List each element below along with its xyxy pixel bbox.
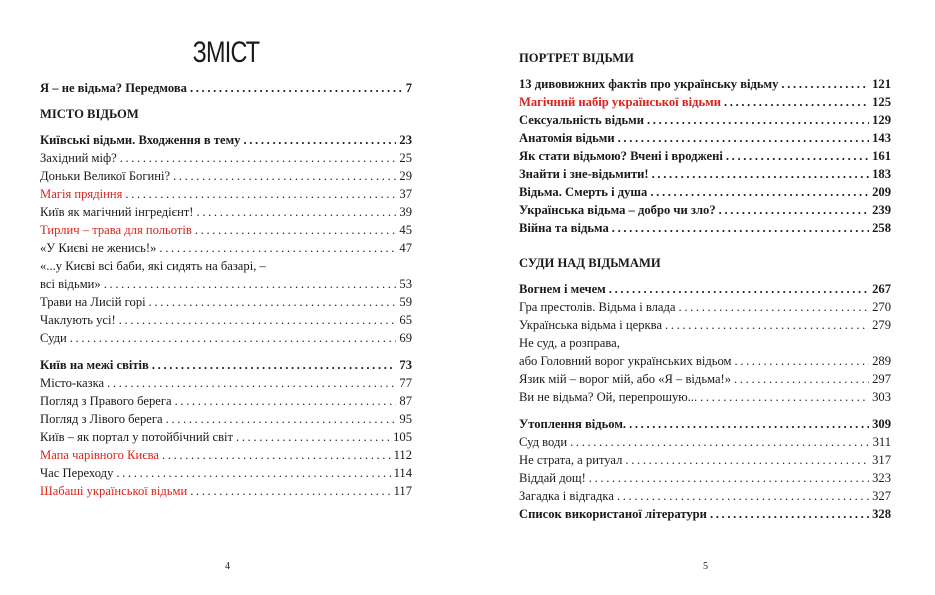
- dot-leader: [609, 280, 869, 298]
- dot-leader: [152, 356, 397, 374]
- toc-entry[interactable]: [40, 293, 412, 311]
- toc-entry-page: 25: [399, 151, 412, 165]
- toc-entry-title: Шабаші української відьми: [40, 484, 188, 498]
- toc-entry-page: 7: [405, 81, 412, 95]
- toc-entry-title: всі відьми»: [40, 277, 101, 291]
- toc-entry-page: 303: [872, 390, 891, 404]
- toc-title: ЗМІСТ: [192, 36, 260, 69]
- spacer: [40, 347, 412, 356]
- dot-leader: [70, 329, 397, 347]
- toc-entry-page: 87: [399, 394, 412, 408]
- toc-entry-page: 47: [399, 241, 412, 255]
- toc-entry[interactable]: [40, 221, 412, 239]
- toc-entry-title: Суди: [40, 331, 67, 345]
- toc-entry-page: 112: [393, 448, 412, 462]
- toc-entry-title: «...у Києві всі баби, які сидять на базарі, –: [40, 259, 266, 273]
- toc-entry-page: 317: [872, 453, 891, 467]
- toc-entry-page: 45: [399, 223, 412, 237]
- toc-entry[interactable]: [519, 219, 891, 237]
- toc-entry[interactable]: [40, 482, 412, 500]
- toc-entry[interactable]: [519, 201, 891, 219]
- toc-entry-title: Гра престолів. Відьма і влада: [519, 300, 676, 314]
- toc-entry[interactable]: [519, 129, 891, 147]
- right-page: [519, 0, 891, 595]
- dot-leader: [149, 293, 397, 311]
- toc-entry[interactable]: [519, 433, 891, 451]
- toc-entry[interactable]: [519, 388, 891, 406]
- toc-entry[interactable]: [519, 183, 891, 201]
- toc-entry-title: Магія прядіння: [40, 187, 123, 201]
- toc-entry-title: Суд води: [519, 435, 568, 449]
- toc-entry-page: 77: [399, 376, 412, 390]
- page-number-right: 5: [703, 561, 708, 572]
- toc-entry[interactable]: [40, 203, 412, 221]
- toc-entry[interactable]: [40, 257, 412, 275]
- dot-leader: [162, 446, 391, 464]
- toc-entry-title: Я – не відьма? Передмова: [40, 81, 187, 95]
- toc-entry-title: Загадка і відгадка: [519, 489, 614, 503]
- toc-entry-title: Список використаної літератури: [519, 507, 707, 521]
- toc-entry-page: 37: [399, 187, 412, 201]
- section-heading: ПОРТРЕТ ВІДЬМИ: [519, 51, 634, 65]
- toc-entry[interactable]: [40, 239, 412, 257]
- toc-entry-title: 13 дивовижних фактів про українську відьму: [519, 77, 779, 91]
- toc-entry-page: 129: [872, 113, 891, 127]
- toc-entry-page: 117: [393, 484, 412, 498]
- toc-entry[interactable]: [40, 79, 412, 97]
- toc-entry[interactable]: [519, 505, 891, 523]
- dot-leader: [724, 93, 869, 111]
- toc-entry[interactable]: [40, 410, 412, 428]
- toc-entry[interactable]: [519, 298, 891, 316]
- dot-leader: [618, 129, 870, 147]
- toc-entry[interactable]: [519, 165, 891, 183]
- toc-entry-page: 125: [872, 95, 891, 109]
- spacer: [40, 97, 412, 105]
- toc-entry-title: Чаклують усі!: [40, 313, 116, 327]
- toc-entry[interactable]: [519, 147, 891, 165]
- dot-leader: [719, 201, 869, 219]
- toc-entry[interactable]: [519, 280, 891, 298]
- toc-entry-page: 39: [399, 205, 412, 219]
- toc-entry[interactable]: [40, 149, 412, 167]
- dot-leader: [107, 374, 396, 392]
- toc-list-right: [519, 49, 891, 523]
- spacer: [519, 237, 891, 246]
- toc-entry-page: 270: [872, 300, 891, 314]
- toc-entry-page: 239: [872, 203, 891, 217]
- toc-entry-title: Мапа чарівного Києва: [40, 448, 160, 462]
- toc-entry[interactable]: [40, 428, 412, 446]
- toc-entry[interactable]: [519, 370, 891, 388]
- dot-leader: [175, 392, 397, 410]
- toc-entry-title: Київські відьми. Входження в тему: [40, 133, 241, 147]
- toc-entry-page: 323: [872, 471, 891, 485]
- toc-entry-title: Відьма. Смерть і душа: [519, 185, 648, 199]
- spacer: [519, 246, 891, 254]
- toc-entry[interactable]: [519, 352, 891, 370]
- toc-entry-title: Язик мій – ворог мій, або «Я – відьма!»: [519, 372, 732, 386]
- toc-entry-title: Трави на Лисій горі: [40, 295, 146, 309]
- toc-entry-page: 297: [872, 372, 891, 386]
- toc-entry[interactable]: [40, 167, 412, 185]
- dot-leader: [652, 165, 870, 183]
- dot-leader: [570, 433, 869, 451]
- toc-entry-title: Як стати відьмою? Вчені і вроджені: [519, 149, 723, 163]
- dot-leader: [119, 311, 397, 329]
- dot-leader: [679, 298, 870, 316]
- toc-entry[interactable]: [519, 75, 891, 93]
- toc-entry-title: Київ як магічний інгредієнт!: [40, 205, 194, 219]
- dot-leader: [589, 469, 869, 487]
- dot-leader: [197, 203, 397, 221]
- dot-leader: [243, 131, 396, 149]
- toc-entry-page: 267: [872, 282, 891, 296]
- toc-entry-title: Погляд з Лівого берега: [40, 412, 163, 426]
- dot-leader: [625, 451, 869, 469]
- dot-leader: [125, 185, 396, 203]
- toc-entry[interactable]: [40, 329, 412, 347]
- dot-leader: [159, 239, 396, 257]
- toc-entry-title: Ви не відьма? Ой, перепрошую...: [519, 390, 698, 404]
- toc-entry-title: Сексуальність відьми: [519, 113, 644, 127]
- toc-entry-title: Тирлич – трава для польотів: [40, 223, 192, 237]
- spacer: [519, 406, 891, 415]
- toc-entry-page: 65: [399, 313, 412, 327]
- toc-entry[interactable]: [519, 111, 891, 129]
- toc-entry-page: 114: [393, 466, 412, 480]
- toc-entry-page: 161: [872, 149, 891, 163]
- toc-entry-page: 29: [399, 169, 412, 183]
- spacer: [519, 67, 891, 75]
- toc-entry-title: Українська відьма – добро чи зло?: [519, 203, 716, 217]
- toc-entry[interactable]: [40, 311, 412, 329]
- toc-entry-title: Утоплення відьом.: [519, 417, 627, 431]
- toc-list-left: [40, 79, 412, 500]
- section-heading: СУДИ НАД ВІДЬМАМИ: [519, 256, 661, 270]
- toc-entry[interactable]: [519, 415, 891, 433]
- dot-leader: [195, 221, 397, 239]
- toc-entry[interactable]: [40, 275, 412, 293]
- toc-entry-page: 311: [872, 435, 891, 449]
- dot-leader: [612, 219, 869, 237]
- toc-entry-title: Західний міф?: [40, 151, 117, 165]
- dot-leader: [190, 79, 403, 97]
- dot-leader: [735, 352, 870, 370]
- spacer: [40, 123, 412, 131]
- dot-leader: [236, 428, 390, 446]
- toc-entry-page: 95: [399, 412, 412, 426]
- toc-entry[interactable]: [519, 93, 891, 111]
- toc-entry[interactable]: [40, 374, 412, 392]
- toc-entry[interactable]: [40, 446, 412, 464]
- dot-leader: [629, 415, 869, 433]
- toc-entry-title: Київ на межі світів: [40, 358, 149, 372]
- toc-entry-title: Війна та відьма: [519, 221, 609, 235]
- dot-leader: [190, 482, 390, 500]
- dot-leader: [650, 183, 869, 201]
- toc-entry-title: Віддай дощ!: [519, 471, 586, 485]
- toc-entry[interactable]: [40, 464, 412, 482]
- left-page: [40, 0, 412, 595]
- dot-leader: [781, 75, 869, 93]
- toc-entry-page: 279: [872, 318, 891, 332]
- toc-entry-page: 59: [399, 295, 412, 309]
- dot-leader: [166, 410, 397, 428]
- toc-entry-title: Не суд, а розправа,: [519, 336, 620, 350]
- toc-entry-page: 23: [399, 133, 412, 147]
- dot-leader: [726, 147, 869, 165]
- toc-entry-page: 327: [872, 489, 891, 503]
- page-number-left: 4: [225, 561, 230, 572]
- toc-entry[interactable]: [40, 185, 412, 203]
- dot-leader: [665, 316, 869, 334]
- toc-entry-title: Магічний набір української відьми: [519, 95, 721, 109]
- section-heading: МІСТО ВІДЬОМ: [40, 107, 139, 121]
- toc-entry-page: 209: [872, 185, 891, 199]
- toc-entry-page: 143: [872, 131, 891, 145]
- toc-entry-page: 105: [393, 430, 412, 444]
- toc-entry[interactable]: [40, 392, 412, 410]
- toc-entry-page: 53: [399, 277, 412, 291]
- toc-entry-page: 69: [399, 331, 412, 345]
- toc-entry-page: 183: [872, 167, 891, 181]
- toc-entry-title: Анатомія відьми: [519, 131, 615, 145]
- toc-entry-title: Місто-казка: [40, 376, 105, 390]
- toc-entry-title: Доньки Великої Богині?: [40, 169, 171, 183]
- dot-leader: [116, 464, 390, 482]
- toc-entry[interactable]: [519, 451, 891, 469]
- toc-entry-page: 328: [872, 507, 891, 521]
- toc-entry-page: 289: [872, 354, 891, 368]
- toc-entry-title: або Головний ворог українських відьом: [519, 354, 732, 368]
- toc-entry-title: Київ – як портал у потойбічний світ: [40, 430, 234, 444]
- dot-leader: [710, 505, 869, 523]
- toc-entry[interactable]: [519, 316, 891, 334]
- toc-entry-title: Погляд з Правого берега: [40, 394, 172, 408]
- toc-entry-title: «У Києві не женись!»: [40, 241, 157, 255]
- dot-leader: [617, 487, 869, 505]
- toc-entry-page: 73: [399, 358, 412, 372]
- toc-entry-title: Українська відьма і церква: [519, 318, 663, 332]
- toc-entry-page: 258: [872, 221, 891, 235]
- toc-entry-page: 121: [872, 77, 891, 91]
- spacer: [519, 272, 891, 280]
- toc-entry-title: Вогнем і мечем: [519, 282, 606, 296]
- toc-entry-title: Знайти і зне-відьмити!: [519, 167, 649, 181]
- dot-leader: [173, 167, 396, 185]
- toc-entry[interactable]: [519, 469, 891, 487]
- toc-entry-title: Час Переходу: [40, 466, 114, 480]
- dot-leader: [647, 111, 869, 129]
- dot-leader: [120, 149, 397, 167]
- toc-entry-title: Не страта, а ритуал: [519, 453, 623, 467]
- toc-entry[interactable]: [519, 487, 891, 505]
- toc-entry[interactable]: [40, 131, 412, 149]
- toc-entry[interactable]: [519, 334, 891, 352]
- toc-entry-page: 309: [872, 417, 891, 431]
- dot-leader: [104, 275, 397, 293]
- toc-entry[interactable]: [40, 356, 412, 374]
- dot-leader: [700, 388, 869, 406]
- dot-leader: [734, 370, 869, 388]
